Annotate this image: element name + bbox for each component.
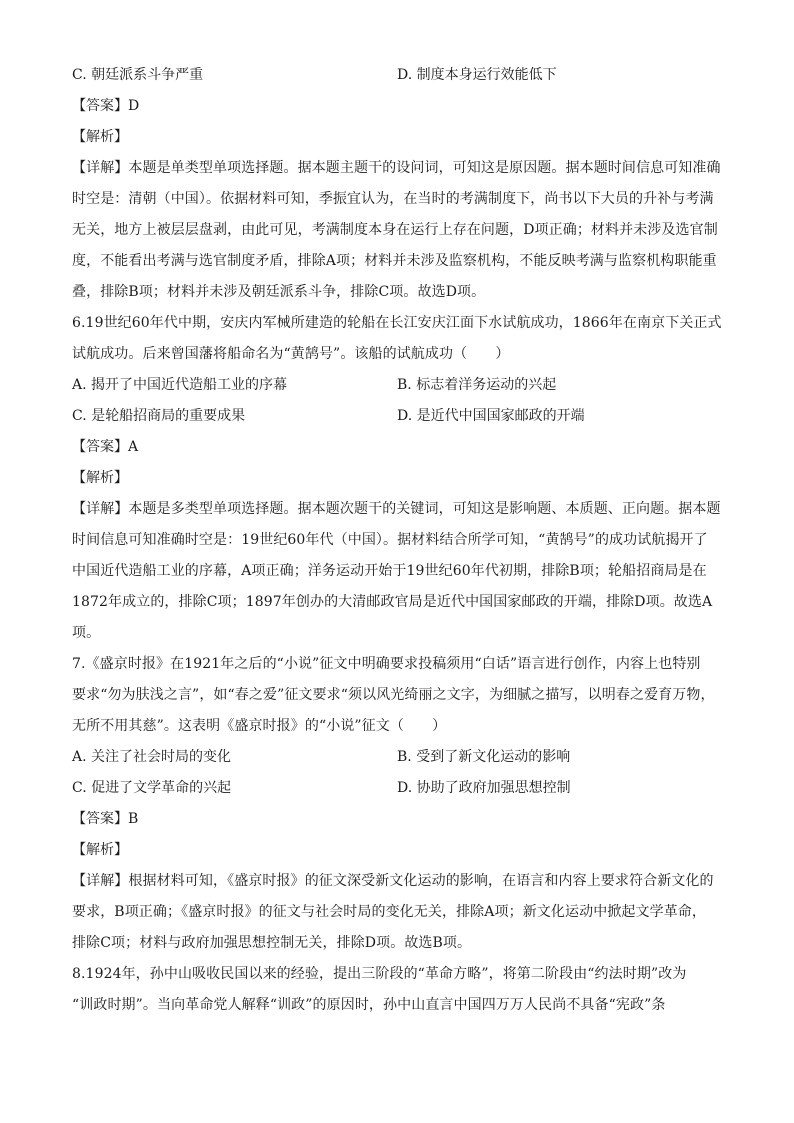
q6-stem: [72, 308, 724, 370]
q7-stem-line: 7.《盛京时报》在1921年之后的“小说”征文中明确要求投稿须用“白话”语言进行创作，内容上也特别: [72, 656, 701, 672]
q6-detail: [72, 494, 724, 649]
q6-detail-line: 1872年成立的，排除C项；1897年创办的大清邮政官局是近代中国国家邮政的开端，排除D项。故选A: [72, 594, 713, 610]
q6-option-c: C. 是轮船招商局的重要成果: [72, 408, 246, 424]
q5-detail-line: 【详解】本题是单类型单项选择题。据本题主题干的设问词，可知这是原因题。据本题时间信息可知准确: [72, 160, 721, 176]
q8-stem: [72, 959, 724, 1021]
q5-options-row-cd: [72, 60, 724, 91]
q5-option-c: C. 朝廷派系斗争严重: [72, 67, 204, 83]
q7-detail-line: 排除C项；材料与政府加强思想控制无关，排除D项。故选B项。: [72, 935, 472, 951]
q7-detail-line: 要求，B项正确；《盛京时报》的征文与社会时局的变化无关，排除A项；新文化运动中掀起文学革命，: [72, 904, 706, 920]
q7-option-d: D. 协助了政府加强思想控制: [397, 780, 571, 796]
q6-option-d: D. 是近代中国国家邮政的开端: [397, 408, 585, 424]
q6-stem-line: 6.19世纪60年代中期，安庆内军械所建造的轮船在长江安庆江面下水试航成功，1866年在南京下关正式: [72, 315, 722, 331]
q5-analysis-label: 【解析】: [72, 129, 128, 145]
q6-detail-line: 中国近代造船工业的序幕，A项正确；洋务运动开始于19世纪60年代初期，排除B项；轮船招商局是在: [72, 563, 707, 579]
q7-option-c: C. 促进了文学革命的兴起: [72, 780, 232, 796]
q7-stem-line: 无所不用其慈”。这表明《盛京时报》的“小说”征文（ ）: [72, 718, 447, 734]
q7-stem-line: 要求“勿为肤浅之言”，如“春之爱”征文要求“须以风光绮丽之文字，为细腻之描写，以明春之爱育万物，: [72, 687, 715, 703]
q7-answer: 【答案】B: [72, 811, 139, 827]
q7-detail: [72, 866, 724, 959]
q6-detail-line: 时间信息可知准确时空是：19世纪60年代（中国）。据材料结合所学可知，“黄鹄号”的成功试航揭开了: [72, 532, 708, 548]
q5-detail-line: 无关，地方上被层层盘剥，由此可见，考满制度本身在运行上存在问题，D项正确；材料并未涉及选官制: [72, 222, 718, 238]
q6-detail-line: 项。: [72, 625, 101, 641]
q7-detail-line: 【详解】根据材料可知，《盛京时报》的征文深受新文化运动的影响，在语言和内容上要求符合新文化的: [72, 873, 714, 889]
q7-options-row-ab: [72, 742, 724, 773]
q7-stem: [72, 649, 724, 742]
q5-option-d: D. 制度本身运行效能低下: [397, 67, 557, 83]
q6-analysis-label: 【解析】: [72, 470, 128, 486]
q6-detail-line: 【详解】本题是多类型单项选择题。据本题次题干的关键词，可知这是影响题、本质题、正向题。据本题: [72, 501, 721, 517]
q6-answer: 【答案】A: [72, 439, 139, 455]
document-page: [72, 60, 724, 1021]
q5-detail-line: 叠，排除B项；材料并未涉及朝廷派系斗争，排除C项。故选D项。: [72, 284, 486, 300]
q5-detail: [72, 153, 724, 308]
q7-option-b: B. 受到了新文化运动的影响: [397, 749, 571, 765]
q6-stem-line: 试航成功。后来曾国藩将船命名为“黄鹄号”。该船的试航成功（ ）: [72, 346, 510, 362]
q6-option-a: A. 揭开了中国近代造船工业的序幕: [72, 377, 288, 393]
q5-detail-line: 时空是：清朝（中国）。依据材料可知，季振宜认为，在当时的考满制度下，尚书以下大员的升补与考满: [72, 191, 714, 207]
q6-option-b: B. 标志着洋务运动的兴起: [397, 377, 557, 393]
q8-stem-line: 8.1924年，孙中山吸收民国以来的经验，提出三阶段的“革命方略”，将第二阶段由“约法时期”改为: [72, 966, 687, 982]
q7-analysis-label: 【解析】: [72, 842, 128, 858]
q8-stem-line: “训政时期”。当向革命党人解释“训政”的原因时，孙中山直言中国四万万人民尚不具备“宪政”条: [72, 997, 666, 1013]
q5-answer: 【答案】D: [72, 98, 140, 114]
q7-option-a: A. 关注了社会时局的变化: [72, 749, 232, 765]
q6-options-row-cd: [72, 401, 724, 432]
q7-options-row-cd: [72, 773, 724, 804]
q6-options-row-ab: [72, 370, 724, 401]
q5-detail-line: 度，不能看出考满与选官制度矛盾，排除A项；材料并未涉及监察机构，不能反映考满与监察机构职能重: [72, 253, 717, 269]
